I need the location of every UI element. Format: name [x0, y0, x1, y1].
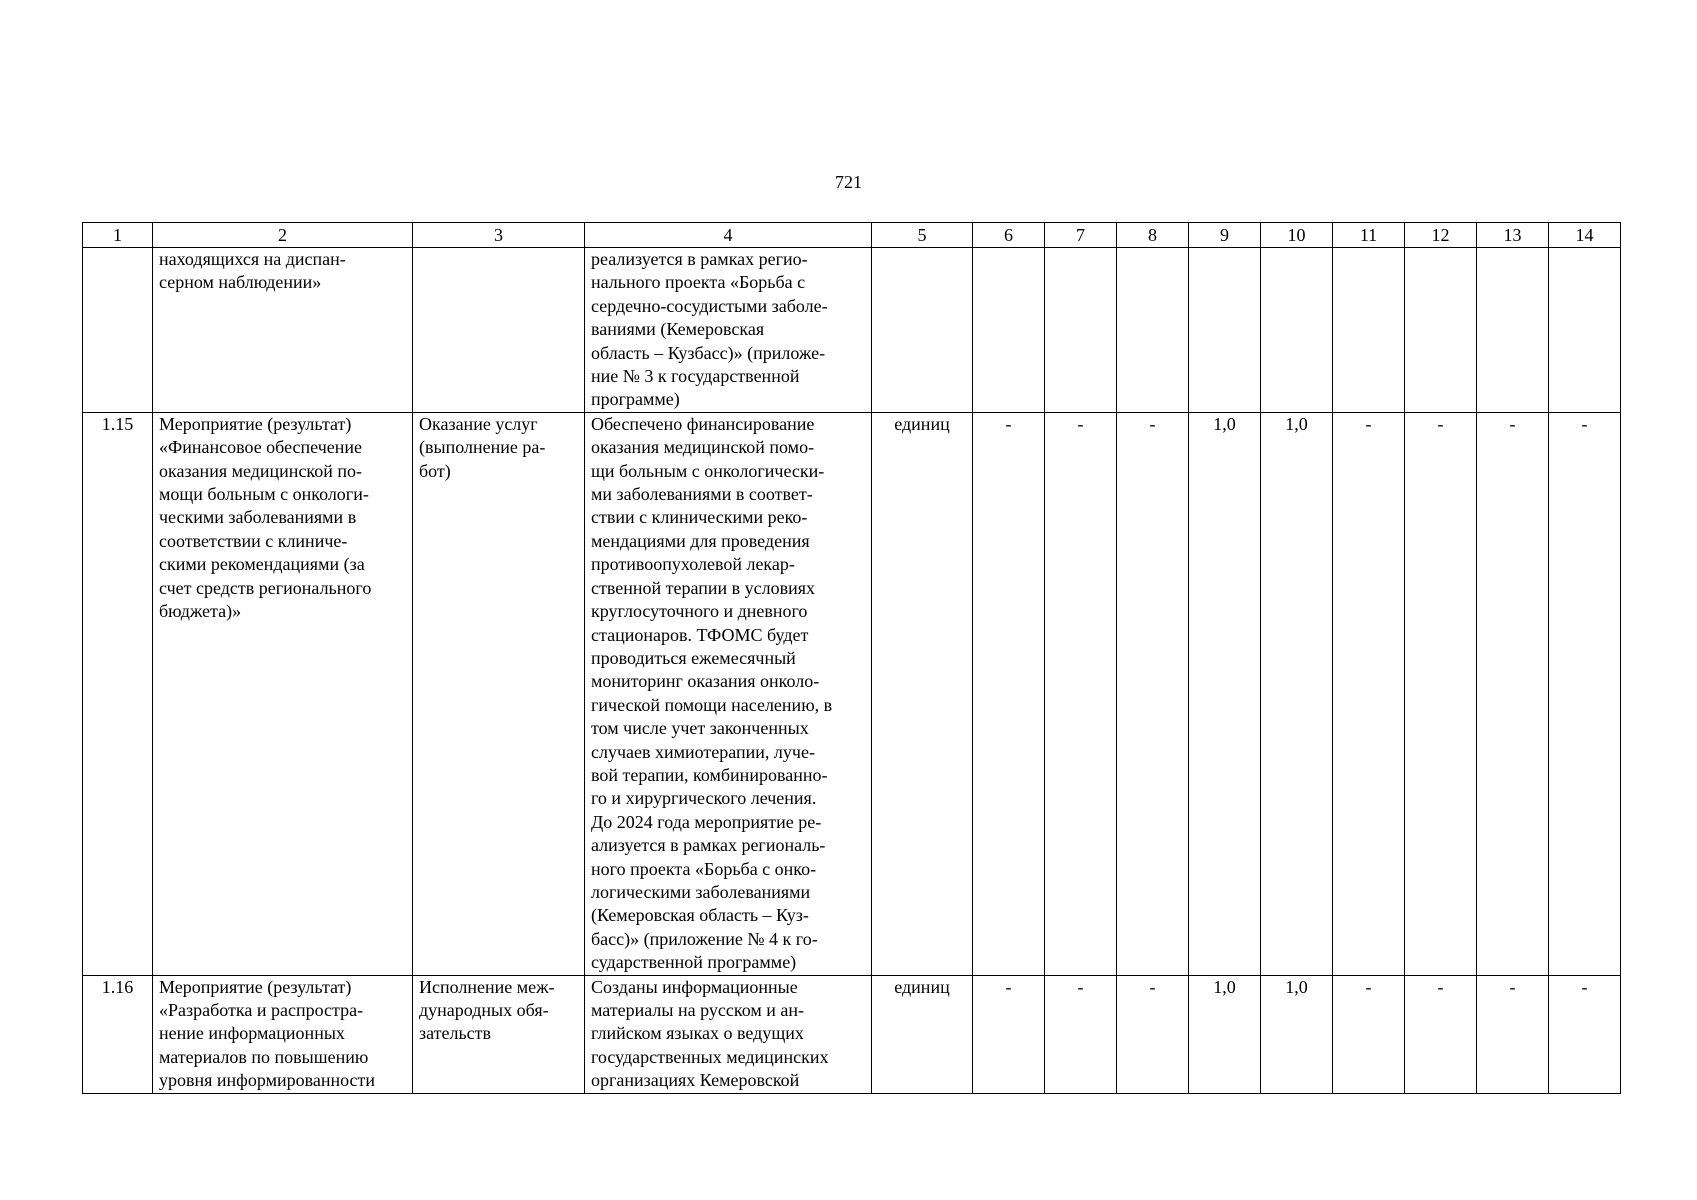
column-header: 11 — [1333, 223, 1405, 248]
value-cell: - — [973, 975, 1045, 1093]
value-cell: - — [1405, 412, 1477, 975]
value-cell: 1,0 — [1261, 412, 1333, 975]
column-header: 14 — [1549, 223, 1621, 248]
value-cell — [1333, 248, 1405, 413]
value-cell: 1,0 — [1261, 975, 1333, 1093]
column-header: 4 — [585, 223, 872, 248]
value-cell: 1,0 — [1189, 975, 1261, 1093]
unit-cell: единиц — [872, 412, 973, 975]
column-header: 2 — [153, 223, 413, 248]
row-number — [83, 248, 153, 413]
value-cell: - — [1333, 975, 1405, 1093]
measure-description: реализуется в рамках регио- нального проекта «Борьба с сердечно-сосудистыми заболе- ваниями (Кемеровская область – Кузбасс)» (приложе- ние № 3 к государственной программе) — [585, 248, 872, 413]
value-cell: - — [1045, 412, 1117, 975]
value-cell: - — [1045, 975, 1117, 1093]
table-row — [83, 248, 1621, 413]
value-cell: 1,0 — [1189, 412, 1261, 975]
column-header: 13 — [1477, 223, 1549, 248]
column-header: 9 — [1189, 223, 1261, 248]
value-cell: - — [1549, 412, 1621, 975]
value-cell: - — [1117, 412, 1189, 975]
unit-cell: единиц — [872, 975, 973, 1093]
column-header: 10 — [1261, 223, 1333, 248]
column-header: 3 — [413, 223, 585, 248]
value-cell — [1549, 248, 1621, 413]
row-number: 1.16 — [83, 975, 153, 1093]
column-header: 7 — [1045, 223, 1117, 248]
page-number: 721 — [835, 172, 862, 192]
column-header: 8 — [1117, 223, 1189, 248]
unit-cell — [872, 248, 973, 413]
document-table — [82, 222, 1621, 1094]
measure-name: Мероприятие (результат) «Разработка и распростра- нение информационных материалов по повышению уровня информированности — [153, 975, 413, 1093]
value-cell: - — [973, 412, 1045, 975]
value-cell: - — [1117, 975, 1189, 1093]
column-header: 5 — [872, 223, 973, 248]
value-cell — [1405, 248, 1477, 413]
value-cell — [973, 248, 1045, 413]
column-header: 1 — [83, 223, 153, 248]
value-cell — [1045, 248, 1117, 413]
measure-type: Исполнение меж- дународных обя- зательств — [413, 975, 585, 1093]
measure-description: Созданы информационные материалы на русском и ан- глийском языках о ведущих государственных медицинских организациях Кемеровской — [585, 975, 872, 1093]
column-header: 6 — [973, 223, 1045, 248]
table-row — [83, 975, 1621, 1093]
value-cell — [1477, 248, 1549, 413]
value-cell: - — [1477, 975, 1549, 1093]
measure-type: Оказание услуг (выполнение ра- бот) — [413, 412, 585, 975]
value-cell: - — [1405, 975, 1477, 1093]
measure-name: находящихся на диспан- серном наблюдении» — [153, 248, 413, 413]
measure-name: Мероприятие (результат) «Финансовое обеспечение оказания медицинской по- мощи больным с онкологи- ческими заболеваниями в соответствии с клиниче- скими рекомендациями (за счет средств регионального бюджета)» — [153, 412, 413, 975]
value-cell — [1117, 248, 1189, 413]
measure-description: Обеспечено финансирование оказания медицинской помо- щи больным с онкологически- ми заболеваниями в соответ- ствии с клиническими реко- мендациями для проведения противоопухолевой лекар- ственной терапии в условиях круглосуточного и дневного стационаров. ТФОМС будет проводиться ежемесячный мониторинг оказания онколо- гической помощи населению, в том числе учет законченных случаев химиотерапии, луче- вой терапии, комбинированно- го и хирургического лечения. До 2024 года мероприятие ре- ализуется в рамках региональ- ного проекта «Борьба с онко- логическими заболеваниями (Кемеровская область – Куз- басс)» (приложение № 4 к го- сударственной программе) — [585, 412, 872, 975]
table-header-row — [83, 223, 1621, 248]
measure-type — [413, 248, 585, 413]
table-row — [83, 412, 1621, 975]
row-number: 1.15 — [83, 412, 153, 975]
value-cell: - — [1333, 412, 1405, 975]
column-header: 12 — [1405, 223, 1477, 248]
value-cell — [1261, 248, 1333, 413]
value-cell: - — [1549, 975, 1621, 1093]
value-cell — [1189, 248, 1261, 413]
value-cell: - — [1477, 412, 1549, 975]
